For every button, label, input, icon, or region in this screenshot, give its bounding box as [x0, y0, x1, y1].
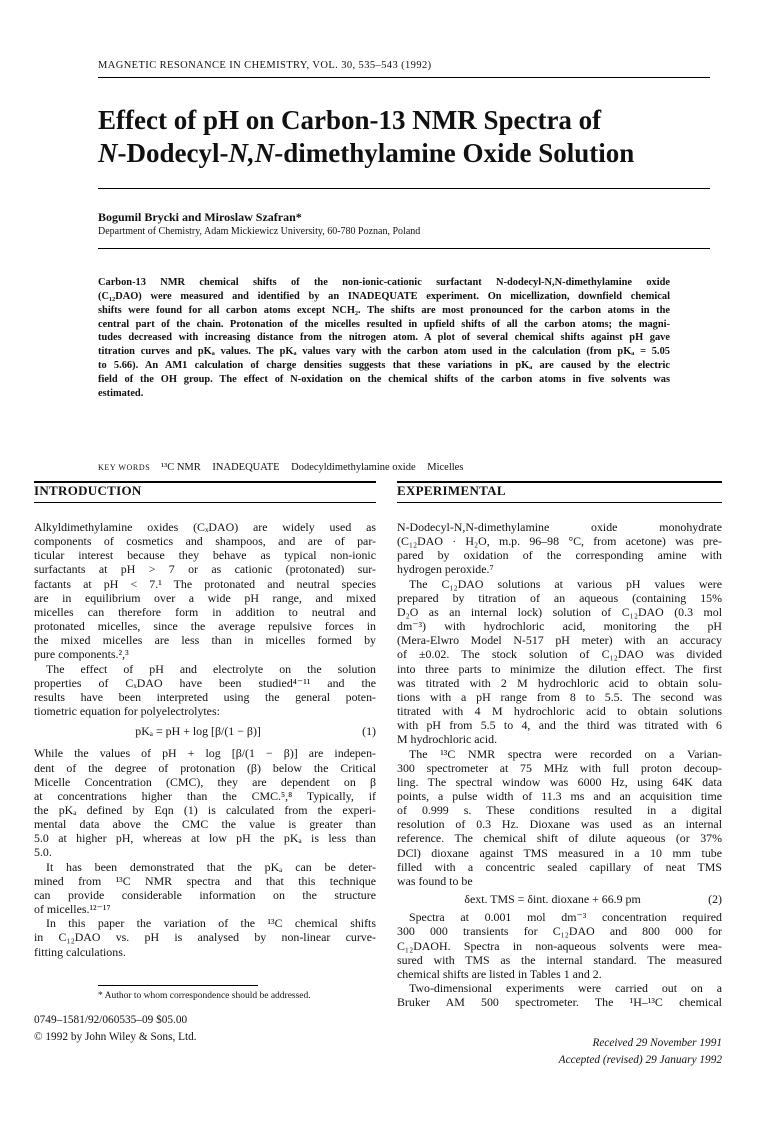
body-text-line: reference. The chemical shift of dilute aqueous (or 37% — [397, 831, 722, 846]
body-text-line: protonated micelles, since the average repulsive forces in — [34, 619, 376, 634]
experimental-paragraphs-2 — [397, 910, 722, 1009]
body-text-line: C₁₂DAOH. Spectra in non-aqueous solvents were mea- — [397, 938, 722, 953]
experimental-heading: EXPERIMENTAL — [397, 483, 506, 498]
keywords — [98, 462, 472, 473]
body-text-line: (Mera-Elwro Model N-517 pH meter) with an accuracy — [397, 633, 722, 648]
body-text-line: N-Dodecyl-N,N-dimethylamine oxide monohydrate — [397, 520, 722, 534]
keyword: INADEQUATE — [212, 462, 280, 473]
body-text-line: the mixed micelles are less than in micelles formed by — [34, 633, 376, 648]
body-text-line: ticular interest because they behave as typical non-ionic — [34, 548, 376, 563]
received-date: Received 29 November 1991 — [592, 1037, 722, 1049]
body-text-line: can provide considerable information on the structure — [34, 887, 376, 902]
intro-heading: INTRODUCTION — [34, 483, 142, 498]
body-text-line: dent of the degree of protonation (β) below the Critical — [34, 760, 376, 775]
journal-header: MAGNETIC RESONANCE IN CHEMISTRY, VOL. 30, 535–543 (1992) — [98, 60, 432, 71]
experimental-paragraphs-1 — [397, 520, 722, 888]
body-text-line: DCl) dioxane against TMS measured in a 10 mm tube — [397, 845, 722, 860]
body-text-line: was found to be — [397, 873, 473, 888]
abstract-line: shifts were found for all carbon atoms except NCH₂. The shifts are most pronounced for the carbon atoms in the — [98, 304, 670, 316]
body-text-line: pure components.²,³ — [34, 647, 129, 662]
equation-2-expression: δext. TMS = δint. dioxane + 66.9 pm — [464, 892, 641, 907]
abstract-line: estimated. — [98, 387, 144, 399]
keywords-label: KEY WORDS — [98, 463, 151, 472]
paper-title — [98, 104, 698, 170]
header-rule — [98, 77, 710, 78]
intro-paragraphs-1 — [34, 520, 376, 718]
body-text-line: D₂O as an internal lock) solution of C₁₂DAO (0.3 mol — [397, 604, 722, 619]
body-text-line: Micelle Concentration (CMC), they are dependent on β — [34, 774, 376, 789]
body-text-line: in C₁₂DAO vs. pH is analysed by non-linear curve- — [34, 930, 376, 945]
body-text-line: properties of CₓDAO have been studied⁴⁻¹¹ and the — [34, 675, 376, 690]
experimental-column — [397, 520, 722, 1009]
abstract-line: field of the OH group. The effect of N-oxidation on the chemical shifts of the carbon atoms in five solvents was — [98, 373, 670, 385]
body-text-line: pared by oxidation of the corresponding amine with — [397, 548, 722, 563]
equation-1-expression: pKₐ = pH + log [β/(1 − β)] — [135, 724, 261, 739]
body-text-line: titrated with 4 M hydrochloric acid to obtain solutions — [397, 704, 722, 719]
body-text-line: micelles can therefore form in addition to neutral and — [34, 604, 376, 619]
affiliation-rule — [98, 248, 710, 249]
intro-paragraphs-2 — [34, 746, 376, 958]
body-text-line: factants at pH < 7.¹ The protonated and neutral species — [34, 576, 376, 591]
copyright: © 1992 by John Wiley & Sons, Ltd. — [34, 1031, 197, 1043]
body-text-line: chemical shifts are listed in Tables 1 and 2. — [397, 966, 602, 981]
dates — [559, 1035, 722, 1069]
body-text-line: surfactants at pH > 7 or as cationic (protonated) sur- — [34, 562, 376, 577]
intro-column — [34, 520, 376, 959]
abstract-line: (C₁₂DAO) were measured and identified by an INADEQUATE experiment. On micellization, downfield chemical — [98, 290, 670, 302]
body-text-line: the pKₐ defined by Eqn (1) is calculated from the experi- — [34, 802, 376, 817]
body-text-line: It has been demonstrated that the pKₐ can be deter- — [46, 859, 376, 874]
title-line-1: Effect of pH on Carbon-13 NMR Spectra of — [98, 105, 602, 135]
keyword: Micelles — [427, 462, 464, 473]
abstract-line: tudes decreased with increasing distance from the nitrogen atom. A plot of several chemical shifts against pH gave — [98, 332, 670, 344]
body-text-line: mental data above the CMC the value is greater than — [34, 817, 376, 832]
body-text-line: The ¹³C NMR spectra were recorded on a Varian- — [409, 746, 722, 761]
body-text-line: of micelles.¹²⁻¹⁷ — [34, 902, 111, 917]
experimental-bottom-rule — [397, 502, 722, 503]
body-text-line: of 0.999 s. These conditions resulted in a digital — [397, 803, 722, 818]
body-text-line: with pH from 5.5 to 4, and the third was titrated with 6 — [397, 718, 722, 733]
issn: 0749–1581/92/060535–09 $05.00 — [34, 1014, 188, 1026]
equation-2-number: (2) — [708, 892, 722, 907]
body-text-line: tions with a pH range from 8 to 5.5. The second was — [397, 689, 722, 704]
body-text-line: resolution of 0.3 Hz. Dioxane was used as an internal — [397, 817, 722, 832]
title-rule — [98, 188, 710, 189]
authors: Bogumil Brycki and Miroslaw Szafran* — [98, 210, 302, 224]
body-text-line: 5.0 at higher pH, whereas at low pH the pKₐ is less than — [34, 831, 376, 846]
body-text-line: results have been interpreted using the general poten- — [34, 689, 376, 704]
body-text-line: prepared by titration of an aqueous (containing 15% — [397, 590, 722, 605]
equation-2 — [397, 892, 722, 906]
abstract — [98, 276, 670, 401]
footnote: * Author to whom correspondence should be addressed. — [98, 991, 311, 1001]
title-line-2: N-Dodecyl-N,N-dimethylamine Oxide Solution — [98, 138, 635, 168]
body-text-line: M hydrochloric acid. — [397, 732, 498, 747]
body-text-line: tiometric equation for polyelectrolytes: — [34, 704, 220, 719]
body-text-line: at concentrations higher than the CMC.⁵,⁸ Typically, if — [34, 788, 376, 803]
body-text-line: Two-dimensional experiments were carried out on a — [409, 981, 722, 995]
body-text-line: Spectra at 0.001 mol dm⁻³ concentration required — [409, 910, 722, 925]
body-text-line: In this paper the variation of the ¹³C chemical shifts — [46, 916, 376, 931]
footnote-rule — [98, 985, 258, 986]
body-text-line: dm⁻³) with hydrochloric acid, monitoring the pH — [397, 619, 722, 634]
keyword: Dodecyldimethylamine oxide — [291, 462, 416, 473]
body-text-line: into three parts to minimize the dilution effect. The first — [397, 661, 722, 676]
body-text-line: points, a pulse width of 11.3 ms and an acquisition time — [397, 788, 722, 803]
body-text-line: 300 000 transients for C₁₂DAO and 800 000 for — [397, 924, 722, 939]
affiliation: Department of Chemistry, Adam Mickiewicz University, 60-780 Poznan, Poland — [98, 226, 421, 237]
body-text-line: 300 spectrometer at 75 MHz with full proton decoup- — [397, 760, 722, 775]
body-text-line: mined from ¹³C NMR spectra and that this technique — [34, 873, 376, 888]
body-text-line: The effect of pH and electrolyte on the solution — [46, 661, 376, 676]
equation-1-number: (1) — [362, 724, 376, 739]
body-text-line: was titrated with 2 M hydrochloric acid to obtain solu- — [397, 675, 722, 690]
body-text-line: While the values of pH + log [β/(1 − β)] are indepen- — [34, 746, 376, 761]
body-text-line: (C₁₂DAO · H₂O, m.p. 96–98 °C, from acetone) was pre- — [397, 534, 722, 549]
body-text-line: ling. The spectral window was 6000 Hz, using 64K data — [397, 774, 722, 789]
equation-1 — [34, 724, 376, 738]
accepted-date: Accepted (revised) 29 January 1992 — [558, 1054, 722, 1066]
intro-bottom-rule — [34, 502, 376, 503]
body-text-line: 5.0. — [34, 845, 52, 860]
body-text-line: fitting calculations. — [34, 944, 126, 959]
abstract-line: Carbon-13 NMR chemical shifts of the non-ionic-cationic surfactant N-dodecyl-N,N-dimethylamine oxide — [98, 277, 670, 288]
body-text-line: Bruker AM 500 spectrometer. The ¹H–¹³C chemical — [397, 995, 722, 1010]
publication-info — [34, 1012, 197, 1046]
abstract-line: titration curves and pKₐ values. The pKₐ values vary with the carbon atom used in the calculation (from pKₐ = 5.05 — [98, 346, 670, 358]
body-text-line: components of cosmetics and shampoos, and are of par- — [34, 534, 376, 549]
body-text-line: hydrogen peroxide.⁷ — [397, 562, 494, 577]
body-text-line: of ±0.02. The stock solution of C₁₂DAO was divided — [397, 647, 722, 662]
body-text-line: Alkyldimethylamine oxides (CₓDAO) are widely used as — [34, 520, 376, 534]
body-text-line: filled with a concentric sealed capillary of neat TMS — [397, 859, 722, 874]
body-text-line: The C₁₂DAO solutions at various pH values were — [409, 576, 722, 591]
body-text-line: sured with TMS as the internal standard. The measured — [397, 952, 722, 967]
abstract-line: to 5.66). An AM1 calculation of charge densities suggests that these variations in pKₐ are caused by the electric — [98, 360, 670, 372]
abstract-line: central part of the chain. Protonation of the micelles resulted in upfield shifts of all the carbon atoms; the magni- — [98, 318, 670, 330]
keyword: ¹³C NMR — [160, 462, 201, 473]
body-text-line: are in equilibrium over a wide pH range, and mixed — [34, 590, 376, 605]
